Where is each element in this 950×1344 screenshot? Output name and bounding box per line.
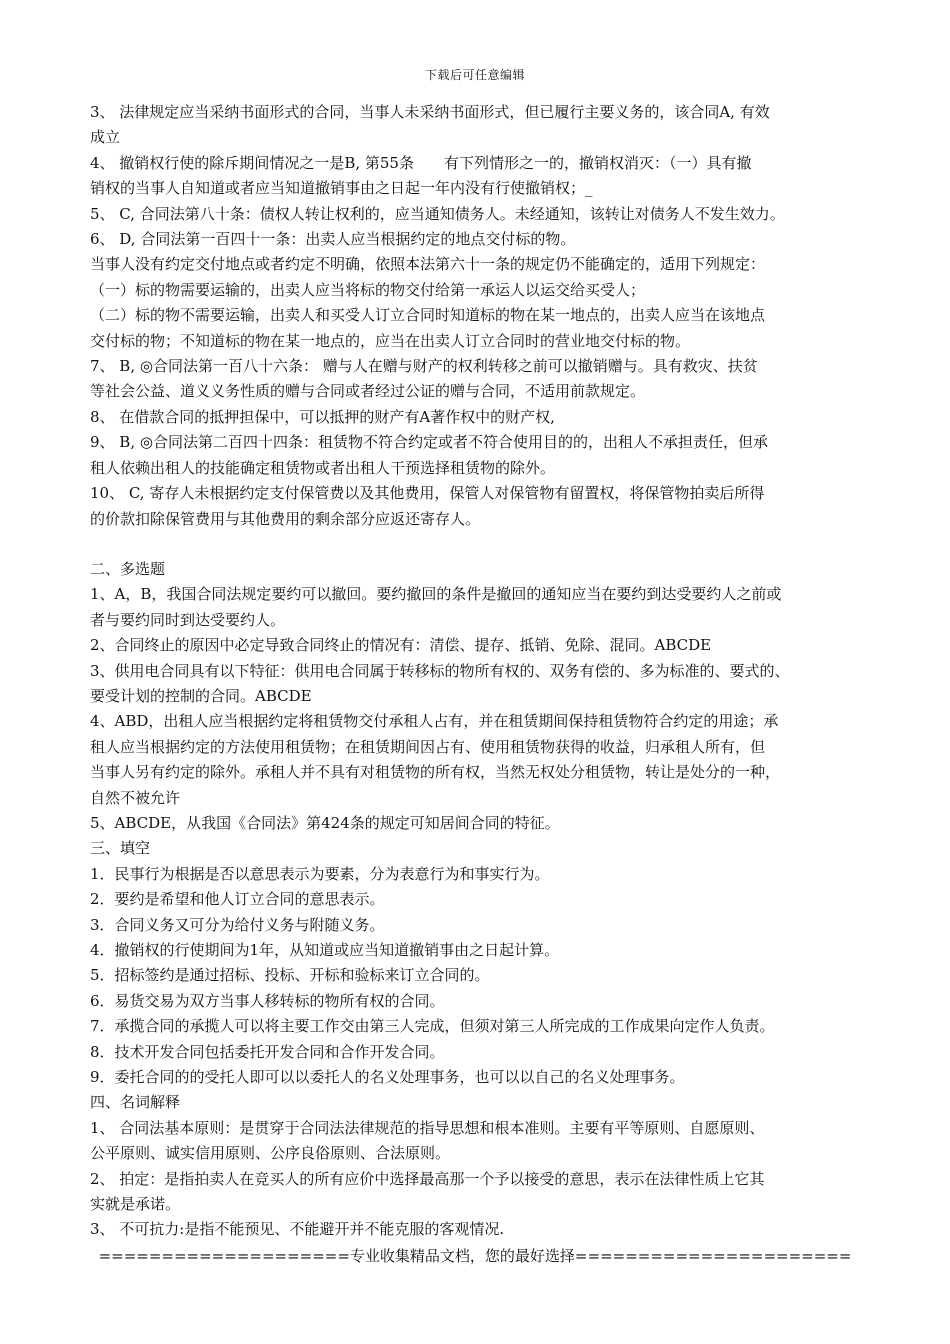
text-line: 8．技术开发合同包括委托开发合同和合作开发合同。 [90, 1042, 445, 1061]
text-line: 的价款扣除保管费用与其他费用的剩余部分应返还寄存人。 [90, 509, 481, 528]
text-line: 当事人另有约定的除外。承租人并不具有对租赁物的所有权，当然无权处分租赁物，转让是处分的一种， [90, 763, 781, 782]
section-gap [90, 532, 880, 557]
text-line: 3、供用电合同具有以下特征：供用电合同属于转移标的物所有权的、双务有偿的、多为标准的、要式的、 [90, 661, 790, 680]
text-line: （二）标的物不需要运输，出卖人和买受人订立合同时知道标的物在某一地点的，出卖人应当在该地点 [90, 306, 766, 325]
text-line: 三、填空 [90, 839, 151, 858]
text-line: 10、 C, 寄存人未根据约定支付保管费以及其他费用，保管人对保管物有留置权，将保管物拍卖后所得 [90, 484, 765, 503]
text-line: 5、ABCDE，从我国《合同法》第424条的规定可知居间合同的特征。 [90, 813, 560, 832]
text-line: 8、 在借款合同的抵押担保中，可以抵押的财产有A著作权中的财产权, [90, 407, 555, 426]
text-line: 1、A，B，我国合同法规定要约可以撤回。要约撤回的条件是撤回的通知应当在要约到达受要约人之前或 [90, 585, 782, 604]
text-line: 1、 合同法基本原则：是贯穿于合同法法律规范的指导思想和根本准则。主要有平等原则、自愿原则、 [90, 1118, 765, 1137]
text-line: 2．要约是希望和他人订立合同的意思表示。 [90, 890, 385, 909]
text-line: 3、 法律规定应当采纳书面形式的合同，当事人未采纳书面形式，但已履行主要义务的，该合同A, 有效 [90, 103, 770, 121]
text-line: 二、多选题 [90, 559, 166, 578]
text-line: 9．委托合同的的受托人即可以以委托人的名义处理事务，也可以以自己的名义处理事务。 [90, 1068, 685, 1087]
text-line: 要受计划的控制的合同。ABCDE [90, 686, 312, 705]
text-line: 交付标的物；不知道标的物在某一地点的，应当在出卖人订立合同时的营业地交付标的物。 [90, 331, 691, 350]
text-line: 公平原则、诚实信用原则、公序良俗原则、合法原则。 [90, 1144, 451, 1163]
text-line: 自然不被允许 [90, 788, 181, 807]
text-line: 5．招标签约是通过招标、投标、开标和验标来订立合同的。 [90, 966, 490, 985]
text-line: 4．撤销权的行使期间为1年，从知道或应当知道撤销事由之日起计算。 [90, 941, 560, 959]
text-line: 当事人没有约定交付地点或者约定不明确，依照本法第六十一条的规定仍不能确定的，适用下列规定： [90, 255, 766, 274]
page-header: 下载后可任意编辑 [424, 68, 525, 82]
text-line: 3、 不可抗力:是指不能预见、不能避开并不能克服的客观情况. [90, 1220, 505, 1239]
text-line: 四、名词解释 [90, 1093, 181, 1112]
text-line: 9、 B, ◎合同法第二百四十四条：租赁物不符合约定或者不符合使用目的的，出租人不承担责任，但承 [90, 433, 768, 452]
text-line: 2、 拍定：是指拍卖人在竞买人的所有应价中选择最高那一个予以接受的意思，表示在法律性质上它其 [90, 1169, 765, 1188]
text-line: 销权的当事人自知道或者应当知道撤销事由之日起一年内没有行使撤销权；_ [90, 179, 593, 198]
text-line: 租人依赖出租人的技能确定租赁物或者出租人干预选择租赁物的除外。 [90, 458, 556, 477]
text-line: 实就是承诺。 [90, 1195, 181, 1214]
text-line: 1．民事行为根据是否以意思表示为要素，分为表意行为和事实行为。 [90, 864, 550, 883]
text-line: 等社会公益、道义义务性质的赠与合同或者经过公证的赠与合同，不适用前款规定。 [90, 382, 646, 401]
text-line: 2、合同终止的原因中必定导致合同终止的情况有：清偿、提存、抵销、免除、混同。ABCDE [90, 636, 712, 655]
text-line: 者与要约同时到达受要约人。 [90, 610, 286, 629]
document-body [90, 100, 880, 1243]
text-line: 5、 C, 合同法第八十条：债权人转让权利的，应当通知债务人。未经通知，该转让对债务人不发生效力。 [90, 204, 785, 223]
text-line: 租人应当根据约定的方法使用租赁物；在租赁期间因占有、使用租赁物获得的收益，归承租人所有，但 [90, 737, 766, 756]
answers-other-sections [90, 557, 880, 1243]
text-line: 成立 [90, 128, 121, 147]
text-line: 7、 B, ◎合同法第一百八十六条： 赠与人在赠与财产的权利转移之前可以撤销赠与。具有救灾、扶贫 [90, 357, 758, 376]
text-line: 4、 撤销权行使的除斥期间情况之一是B, 第55条 有下列情形之一的，撤销权消灭：（一）具有撤 [90, 153, 752, 172]
text-line: （一）标的物需要运输的，出卖人应当将标的物交付给第一承运人以运交给买受人； [90, 280, 646, 299]
text-line: 7．承揽合同的承揽人可以将主要工作交由第三人完成，但须对第三人所完成的工作成果向定作人负责。 [90, 1017, 775, 1036]
text-line: 4、ABD，出租人应当根据约定将租赁物交付承租人占有，并在租赁期间保持租赁物符合约定的用途；承 [90, 712, 779, 731]
text-line: 3．合同义务又可分为给付义务与附随义务。 [90, 915, 385, 934]
text-line: 6．易货交易为双方当事人移转标的物所有权的合同。 [90, 991, 445, 1010]
page-footer: ====================专业收集精品文档，您的最好选择====================== [98, 1247, 852, 1265]
text-line: 6、 D, 合同法第一百四十一条：出卖人应当根据约定的地点交付标的物。 [90, 230, 576, 249]
answers-single-choice [90, 100, 880, 532]
